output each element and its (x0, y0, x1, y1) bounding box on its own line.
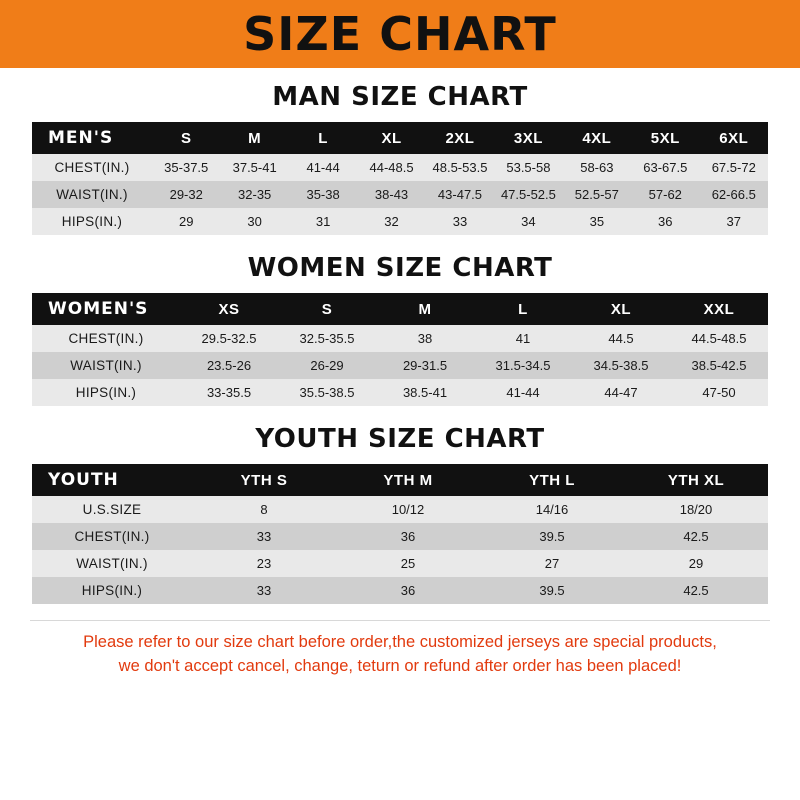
table-row (32, 379, 768, 406)
cell: 31 (289, 208, 357, 235)
youth-section-title: YOUTH SIZE CHART (255, 424, 545, 454)
cell: 34 (494, 208, 562, 235)
cell: 39.5 (480, 523, 624, 550)
column-header: 5XL (631, 122, 699, 154)
column-header: 2XL (426, 122, 494, 154)
cell: 14/16 (480, 496, 624, 523)
column-header: S (278, 293, 376, 325)
table-row (32, 208, 768, 235)
cell: 18/20 (624, 496, 768, 523)
row-label: U.S.SIZE (32, 496, 192, 523)
cell: 44.5 (572, 325, 670, 352)
cell: 47-50 (670, 379, 768, 406)
row-label: WAIST(IN.) (32, 550, 192, 577)
cell: 23.5-26 (180, 352, 278, 379)
note-line-2: we don't accept cancel, change, teturn or refund after order has been placed! (118, 656, 682, 675)
cell: 44.5-48.5 (670, 325, 768, 352)
row-label: HIPS(IN.) (32, 577, 192, 604)
table-row (32, 496, 768, 523)
column-header: YTH M (336, 464, 480, 496)
cell: 42.5 (624, 523, 768, 550)
column-header: XL (357, 122, 425, 154)
column-header: L (474, 293, 572, 325)
cell: 44-48.5 (357, 154, 425, 181)
cell: 23 (192, 550, 336, 577)
cell: 32.5-35.5 (278, 325, 376, 352)
chart-content (0, 68, 800, 800)
cell: 29 (152, 208, 220, 235)
cell: 38 (376, 325, 474, 352)
cell: 29-32 (152, 181, 220, 208)
cell: 67.5-72 (700, 154, 769, 181)
cell: 35 (563, 208, 631, 235)
cell: 38.5-41 (376, 379, 474, 406)
column-header: WOMEN'S (32, 293, 180, 325)
row-label: CHEST(IN.) (32, 154, 152, 181)
cell: 37.5-41 (220, 154, 288, 181)
column-header: 4XL (563, 122, 631, 154)
cell: 30 (220, 208, 288, 235)
cell: 36 (336, 577, 480, 604)
row-label: CHEST(IN.) (32, 325, 180, 352)
column-header: L (289, 122, 357, 154)
row-label: WAIST(IN.) (32, 181, 152, 208)
table-header-row (32, 122, 768, 154)
table-row (32, 154, 768, 181)
column-header: YTH L (480, 464, 624, 496)
column-header: XXL (670, 293, 768, 325)
table-header-row (32, 464, 768, 496)
cell: 35-38 (289, 181, 357, 208)
cell: 42.5 (624, 577, 768, 604)
table-row (32, 352, 768, 379)
cell: 10/12 (336, 496, 480, 523)
cell: 52.5-57 (563, 181, 631, 208)
cell: 8 (192, 496, 336, 523)
column-header: MEN'S (32, 122, 152, 154)
cell: 33 (192, 577, 336, 604)
column-header: XL (572, 293, 670, 325)
table-row (32, 523, 768, 550)
cell: 32-35 (220, 181, 288, 208)
header-banner (0, 0, 800, 68)
cell: 57-62 (631, 181, 699, 208)
cell: 36 (336, 523, 480, 550)
table-row (32, 325, 768, 352)
column-header: YTH S (192, 464, 336, 496)
cell: 36 (631, 208, 699, 235)
cell: 29-31.5 (376, 352, 474, 379)
cell: 63-67.5 (631, 154, 699, 181)
column-header: S (152, 122, 220, 154)
table-row (32, 550, 768, 577)
column-header: M (376, 293, 474, 325)
row-label: HIPS(IN.) (32, 208, 152, 235)
cell: 58-63 (563, 154, 631, 181)
cell: 25 (336, 550, 480, 577)
column-header: XS (180, 293, 278, 325)
cell: 39.5 (480, 577, 624, 604)
note-line-1: Please refer to our size chart before order,the customized jerseys are special products, (83, 633, 717, 651)
cell: 34.5-38.5 (572, 352, 670, 379)
row-label: WAIST(IN.) (32, 352, 180, 379)
column-header: 6XL (700, 122, 769, 154)
cell: 47.5-52.5 (494, 181, 562, 208)
cell: 32 (357, 208, 425, 235)
cell: 35.5-38.5 (278, 379, 376, 406)
cell: 33-35.5 (180, 379, 278, 406)
column-header: YTH XL (624, 464, 768, 496)
cell: 31.5-34.5 (474, 352, 572, 379)
row-label: CHEST(IN.) (32, 523, 192, 550)
man-size-table (32, 122, 768, 235)
cell: 41 (474, 325, 572, 352)
order-policy-note (30, 620, 770, 679)
cell: 41-44 (474, 379, 572, 406)
cell: 37 (700, 208, 769, 235)
table-row (32, 181, 768, 208)
cell: 27 (480, 550, 624, 577)
youth-size-table (32, 464, 768, 604)
cell: 53.5-58 (494, 154, 562, 181)
cell: 33 (426, 208, 494, 235)
cell: 44-47 (572, 379, 670, 406)
cell: 38.5-42.5 (670, 352, 768, 379)
row-label: HIPS(IN.) (32, 379, 180, 406)
table-row (32, 577, 768, 604)
cell: 41-44 (289, 154, 357, 181)
cell: 43-47.5 (426, 181, 494, 208)
page-title: SIZE CHART (243, 7, 557, 61)
cell: 62-66.5 (700, 181, 769, 208)
cell: 35-37.5 (152, 154, 220, 181)
column-header: YOUTH (32, 464, 192, 496)
women-size-table (32, 293, 768, 406)
cell: 48.5-53.5 (426, 154, 494, 181)
cell: 26-29 (278, 352, 376, 379)
table-header-row (32, 293, 768, 325)
cell: 29 (624, 550, 768, 577)
column-header: 3XL (494, 122, 562, 154)
women-section-title: WOMEN SIZE CHART (247, 253, 553, 283)
cell: 38-43 (357, 181, 425, 208)
cell: 33 (192, 523, 336, 550)
cell: 29.5-32.5 (180, 325, 278, 352)
column-header: M (220, 122, 288, 154)
man-section-title: MAN SIZE CHART (272, 82, 528, 112)
